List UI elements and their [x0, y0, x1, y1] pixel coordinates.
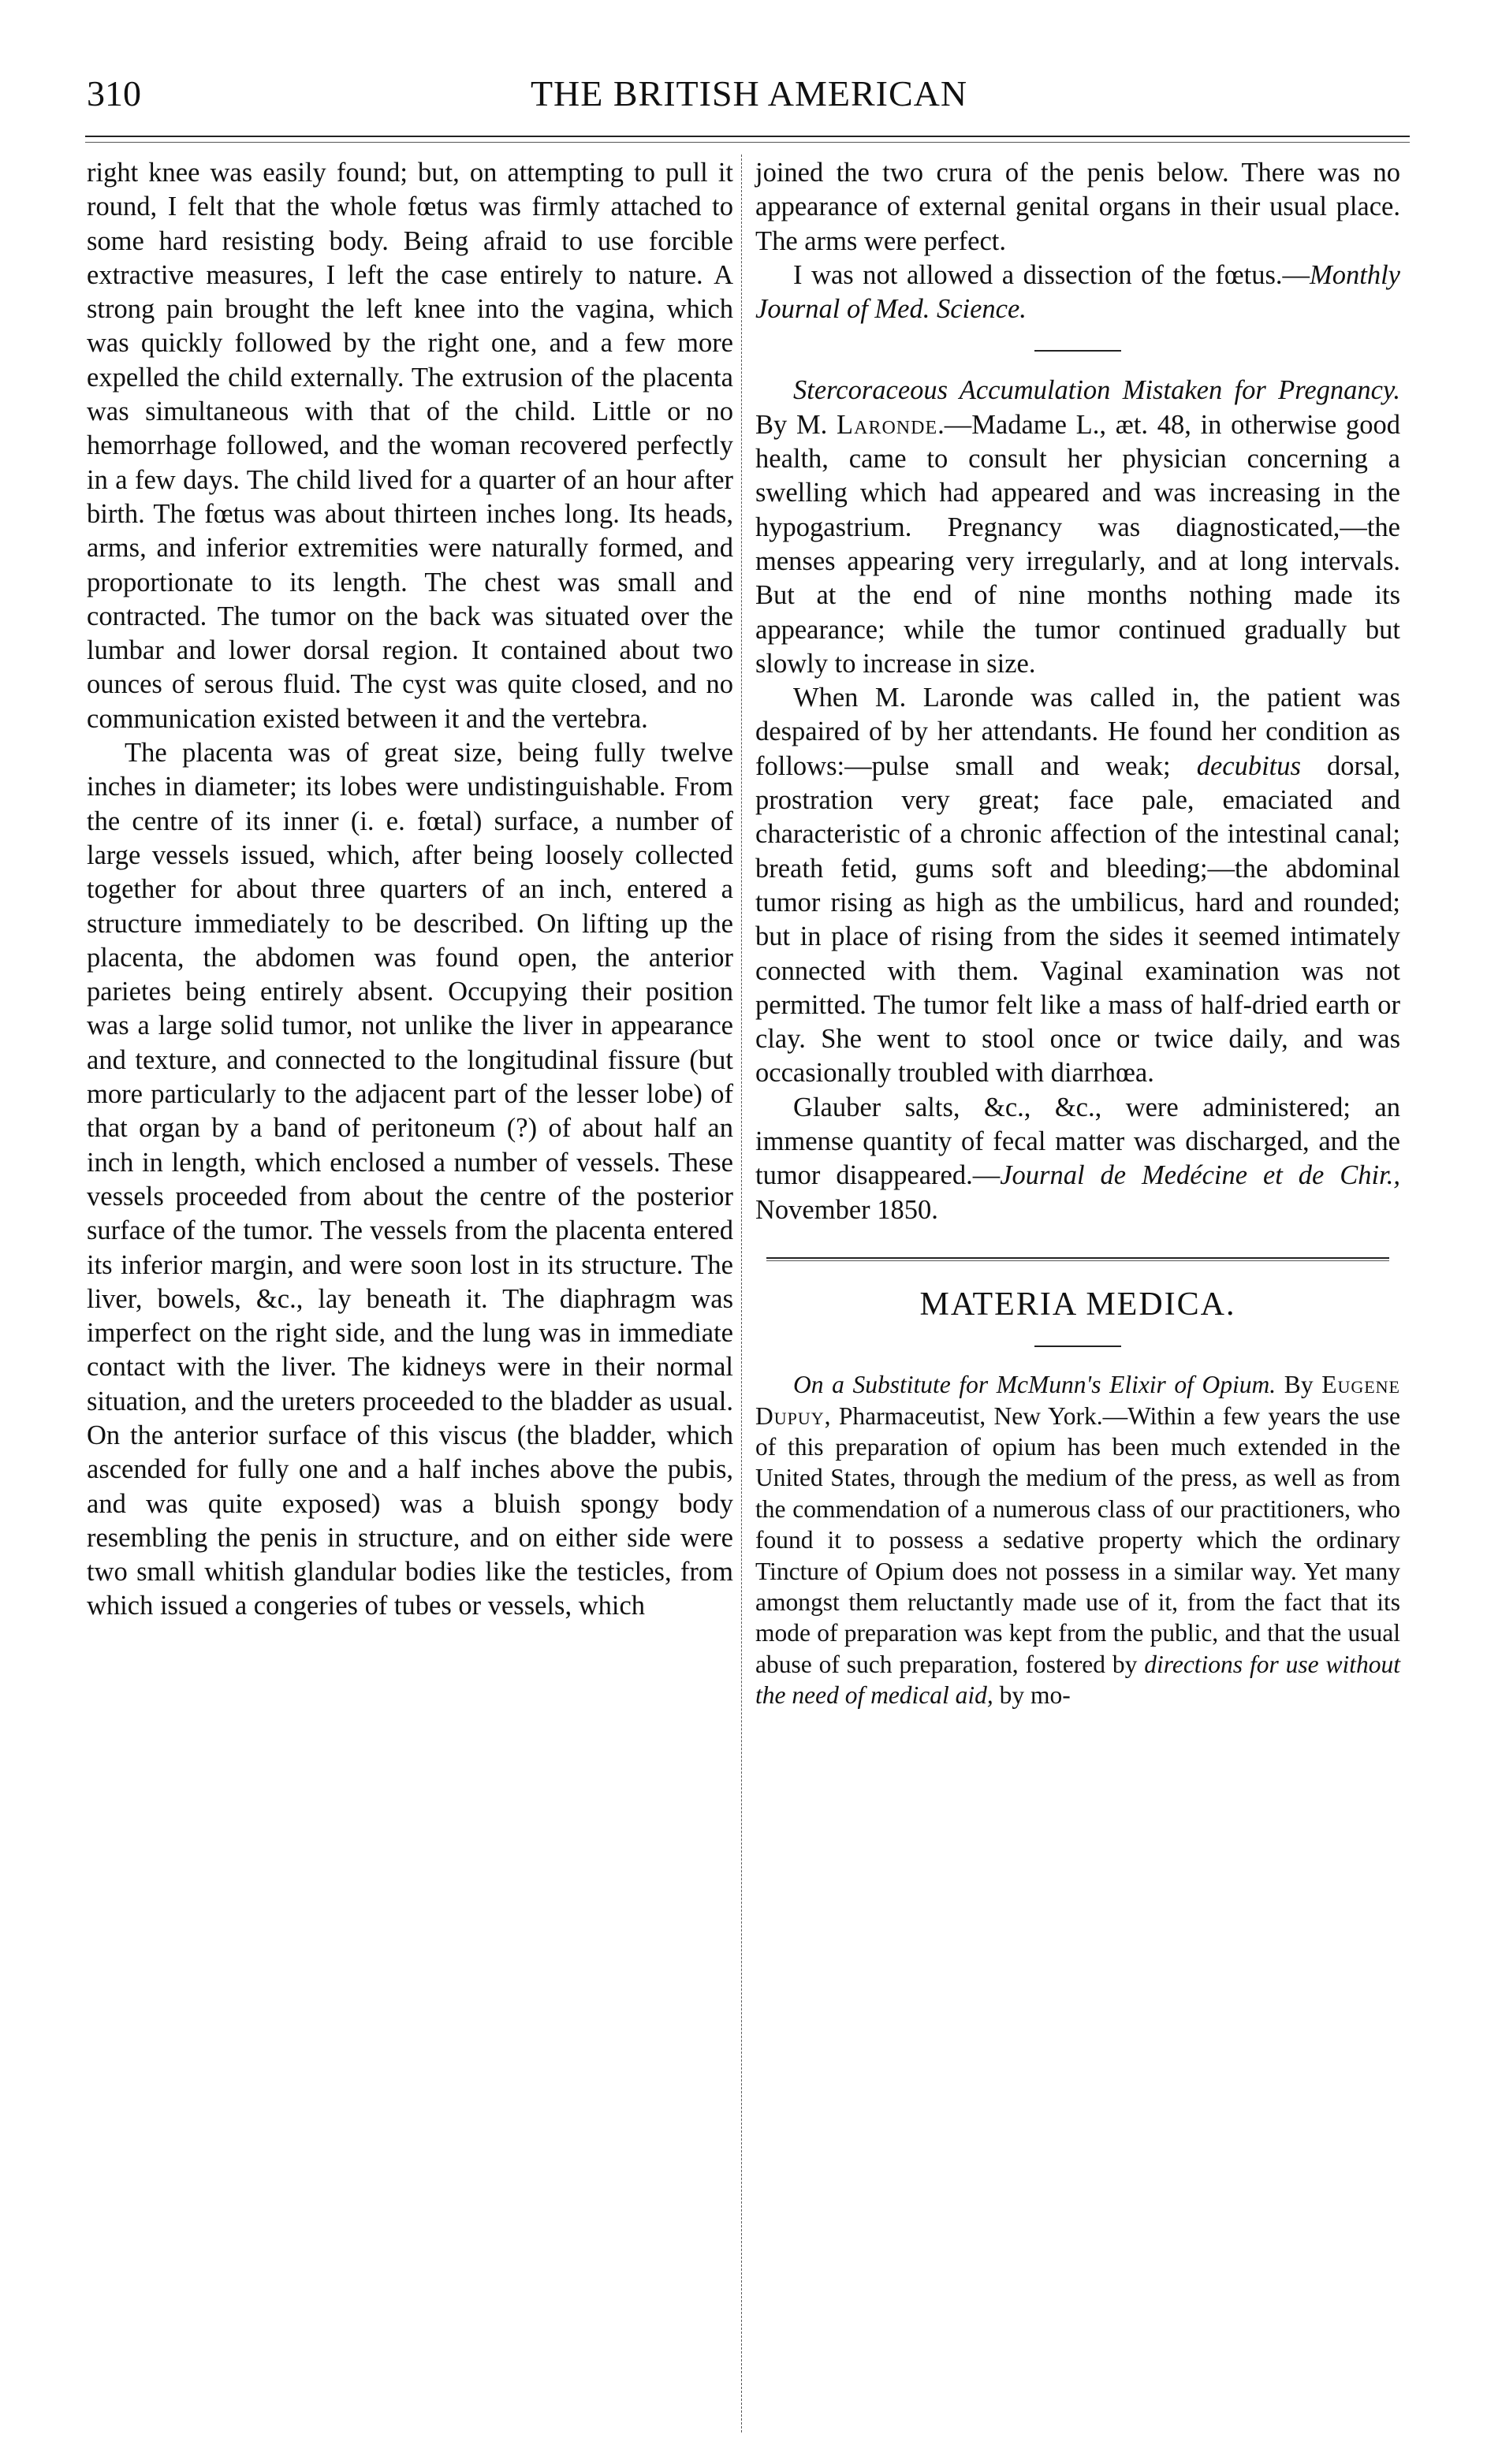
citation: Journal de Medécine et de Chir.,: [1000, 1160, 1400, 1191]
citation-date: November 1850.: [755, 1194, 938, 1225]
page-number: 310: [87, 73, 141, 114]
section-heading: MATERIA MEDICA.: [919, 1286, 1236, 1323]
paragraph: joined the two crura of the penis below. There was no appearance of external genital organs in their usual place. The arms were perfect.: [755, 158, 1400, 256]
paragraph-text: I was not allowed a dissection of the fœtus.—: [793, 259, 1310, 290]
header-rule: [85, 136, 1410, 137]
paragraph-text: , Pharmaceutist, New York.—Within a few years the use of this preparation of opium has been much extended in the United States, through the medium of the press, as well as from the commendation of a numerous class of our practitioners, who found it to possess a sedative property which the ordinary Tincture of Opium does not possess in a similar way. Yet many amongst them reluctantly made use of it, from the fact that its mode of preparation was kept from the public, and that the usual abuse of such preparation, fostered by: [755, 1401, 1400, 1678]
section-rule-thin: [766, 1260, 1389, 1261]
paragraph-text: Glauber salts, &c., &c., were administered; an immense quantity of fecal matter was discharged, and the tumor disappeared.—: [755, 1092, 1400, 1191]
page-header: [87, 73, 1411, 128]
italic-term: decubitus: [1196, 750, 1301, 781]
citation: Monthly Journal of Med. Science.: [755, 259, 1400, 325]
paragraph-text: .—Madame L., æt. 48, in otherwise good health, came to consult her physician concerning a swelling which had appeared and was increasing in the hypogastrium. Pregnancy was diagnosticated,—the menses appearing very irregularly, and at long intervals. But at the end of nine months nothing made its appearance; while the tumor continued gradually but slowly to increase in size.: [755, 409, 1400, 679]
author-name: Laronde: [837, 409, 938, 440]
byline-prefix: By: [1276, 1371, 1322, 1399]
paragraph: The placenta was of great size, being fully twelve inches in diameter; its lobes were undistinguishable. From the centre of its inner (i. e. fœtal) surface, a number of large vessels issued, which, after being loosely collected together for about three quarters of an inch, entered a structure immediately to be described. On lifting up the placenta, the abdomen was found open, the anterior parietes being entirely absent. Occupying their position was a large solid tumor, not unlike the liver in appearance and texture, and connected to the longitudinal fissure (but more particularly to the adjacent part of the lesser lobe) of that organ by a band of peritoneum (?) of about half an inch in length, which enclosed a number of vessels. These vessels proceeded from about the centre of the posterior surface of the tumor. The vessels from the placenta entered its inferior margin, and were soon lost in its structure. The liver, bowels, &c., lay beneath it. The diaphragm was imperfect on the right side, and the lung was in immediate contact with the liver. The kidneys were in their normal situation, and the ureters proceeded to the bladder as usual. On the anterior surface of this viscus (the bladder, which ascended for fully one and a half inches above the pubis, and was quite exposed) was a bluish spongy body resembling the penis in structure, and on either side were two small whitish glandular bodies like the testicles, from which issued a congeries of tubes or vessels, which: [87, 738, 733, 1621]
article-title: Stercoraceous Accumulation Mistaken for Pregnancy.: [793, 375, 1400, 406]
article-title: On a Substitute for McMunn's Elixir of Opium.: [793, 1371, 1276, 1399]
paragraph: [755, 259, 1400, 327]
section-divider: [1034, 350, 1121, 352]
paragraph: [755, 1091, 1400, 1227]
paragraph-text: When M. Laronde was called in, the patient was despaired of by her attendants. He found her condition as follows:—pulse small and weak;: [755, 683, 1400, 781]
article-paragraph: [755, 1369, 1400, 1710]
paragraph: [755, 681, 1400, 1091]
italic-phrase: directions for use without the need of medical aid,: [755, 1650, 1400, 1710]
paragraph-text: dorsal, prostration very great; face pale, emaciated and characteristic of a chronic affection of the intestinal canal; breath fetid, gums soft and bleeding;—the abdominal tumor rising as high as the umbilicus, hard and rounded; but in place of rising from the sides it seemed intimately connected with them. Vaginal examination was not permitted. The tumor felt like a mass of half-dried earth or clay. She went to stool once or twice daily, and was occasionally troubled with diarrhœa.: [755, 750, 1400, 1089]
section-divider: [1034, 1346, 1121, 1347]
header-rule-thin: [85, 142, 1410, 143]
article-paragraph: [755, 374, 1400, 681]
running-head: THE BRITISH AMERICAN: [530, 73, 968, 114]
byline-prefix: By M.: [755, 409, 837, 440]
paragraph: right knee was easily found; but, on attempting to pull it round, I felt that the whole fœtus was firmly attached to some hard resisting body. Being afraid to use forcible extractive measures, I left the case entirely to nature. A strong pain brought the left knee into the vagina, which was quickly followed by the right one, and a few more expelled the child externally. The extrusion of the placenta was simultaneous with that of the child. Little or no hemorrhage followed, and the woman recovered perfectly in a few days. The child lived for a quarter of an hour after birth. The fœtus was about thirteen inches long. Its heads, arms, and inferior extremities were naturally formed, and proportionate to its length. The chest was small and contracted. The tumor on the back was situated over the lumbar and lower dorsal region. It contained about two ounces of serous fluid. The cyst was quite closed, and no communication existed between it and the vertebra.: [87, 158, 733, 734]
right-column: [755, 156, 1400, 1711]
author-name: Eugene Dupuy: [755, 1371, 1400, 1430]
section-rule: [766, 1257, 1389, 1259]
left-column: [87, 156, 733, 1624]
column-divider: [741, 154, 742, 2432]
paragraph-text: by mo-: [993, 1681, 1071, 1710]
